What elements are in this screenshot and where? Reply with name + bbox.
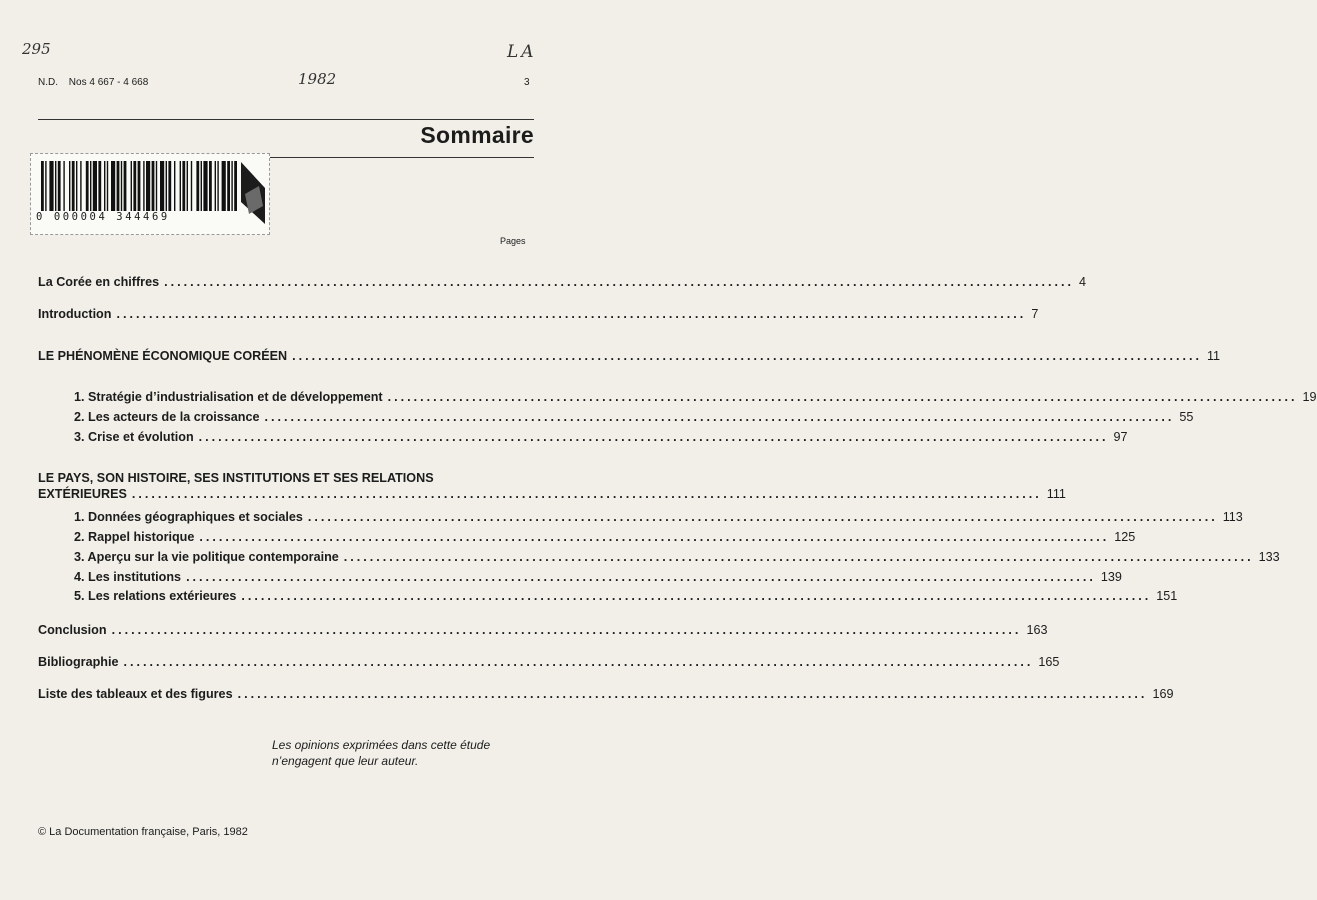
toc-page: 133 [1258,550,1280,564]
dot-leader: ............................................................................................................................................ [111,623,1022,637]
toc-label: Conclusion [38,623,107,637]
dot-leader: ............................................................................................................................................ [131,487,1042,501]
toc-page: 55 [1179,410,1194,424]
dot-leader: ............................................................................................................................................ [116,307,1027,321]
toc-page: 11 [1206,349,1221,363]
handwritten-code: LA [507,42,537,62]
toc-page: 151 [1156,589,1178,603]
page-title: Sommaire [420,122,534,148]
toc-page: 139 [1100,570,1122,584]
toc-label: 1. Stratégie d’industrialisation et de développement [74,390,383,404]
toc-section-phenomene-economique [38,349,1221,363]
toc-label: 1. Données géographiques et sociales [74,510,303,524]
toc-page: 97 [1113,430,1128,444]
toc-label: Liste des tableaux et des figures [38,687,233,701]
toc-label: EXTÉRIEURES [38,487,127,501]
toc-entry-institutions [74,570,1122,584]
toc-entry-rappel [74,530,1136,544]
dot-leader: ............................................................................................................................................ [123,655,1034,669]
document-reference [38,77,148,88]
ref-numbers: 4 667 - 4 668 [89,77,149,88]
barcode-digits: 0 000004 344469 [36,211,170,223]
toc-label: LE PHÉNOMÈNE ÉCONOMIQUE CORÉEN [38,349,288,363]
toc-entry-bibliographie [38,655,1060,669]
toc-label: Introduction [38,307,112,321]
toc-label: 3. Crise et évolution [74,430,194,444]
handwritten-year: 1982 [298,70,337,88]
toc-page: 113 [1222,510,1243,524]
toc-entry-coree-en-chiffres [38,275,1086,289]
toc-page: 19 [1302,390,1317,404]
dot-leader: ............................................................................................................................................ [292,349,1202,363]
dot-leader: ............................................................................................................................................ [186,570,1096,584]
handwritten-number: 295 [22,40,51,58]
barcode-bars [41,161,241,211]
copyright-line: © La Documentation française, Paris, 1982 [38,826,248,838]
dot-leader: ............................................................................................................................................ [241,589,1152,603]
toc-entry-donnees [74,510,1243,524]
toc-entry-acteurs [74,410,1194,424]
dot-leader: ............................................................................................................................................ [343,550,1254,564]
toc-page: 7 [1031,307,1039,321]
dot-leader: ............................................................................................................................................ [387,390,1298,404]
dot-leader: ............................................................................................................................................ [237,687,1148,701]
toc-page: 165 [1038,655,1060,669]
toc-section-pays [38,487,1066,501]
toc-entry-strategie [74,390,1317,404]
page-number: 3 [524,77,530,88]
toc-entry-apercu [74,550,1280,564]
disclaimer-note: Les opinions exprimées dans cette étude n’engagent que leur auteur. [272,738,491,768]
toc-page: 163 [1026,623,1048,637]
toc-entry-liste-tableaux [38,687,1174,701]
dot-leader: ............................................................................................................................................ [164,275,1074,289]
toc-label: 5. Les relations extérieures [74,589,237,603]
toc-page: 4 [1078,275,1086,289]
toc-entry-conclusion [38,623,1048,637]
dot-leader: ............................................................................................................................................ [264,410,1175,424]
toc-label: 2. Les acteurs de la croissance [74,410,260,424]
toc-label: 3. Aperçu sur la vie politique contemporaine [74,550,339,564]
library-logo-icon [241,162,265,224]
dot-leader: ............................................................................................................................................ [307,510,1218,524]
toc-entry-introduction [38,307,1039,321]
toc-section-pays-line1: LE PAYS, SON HISTOIRE, SES INSTITUTIONS ET SES RELATIONS [38,471,434,485]
toc-entry-relations [74,589,1178,603]
barcode-sticker [30,153,270,235]
toc-label: Bibliographie [38,655,119,669]
top-rule [38,119,534,120]
toc-page: 111 [1046,487,1066,501]
toc-label: La Corée en chiffres [38,275,160,289]
toc-page: 169 [1152,687,1174,701]
toc-page: 125 [1114,530,1136,544]
toc-entry-crise [74,430,1128,444]
pages-column-heading: Pages [500,236,526,246]
dot-leader: ............................................................................................................................................ [199,530,1110,544]
toc-label: 2. Rappel historique [74,530,195,544]
dot-leader: ............................................................................................................................................ [198,430,1109,444]
toc-label: 4. Les institutions [74,570,182,584]
ref-nos-label: Nos [68,77,87,88]
ref-label: N.D. [38,77,58,88]
